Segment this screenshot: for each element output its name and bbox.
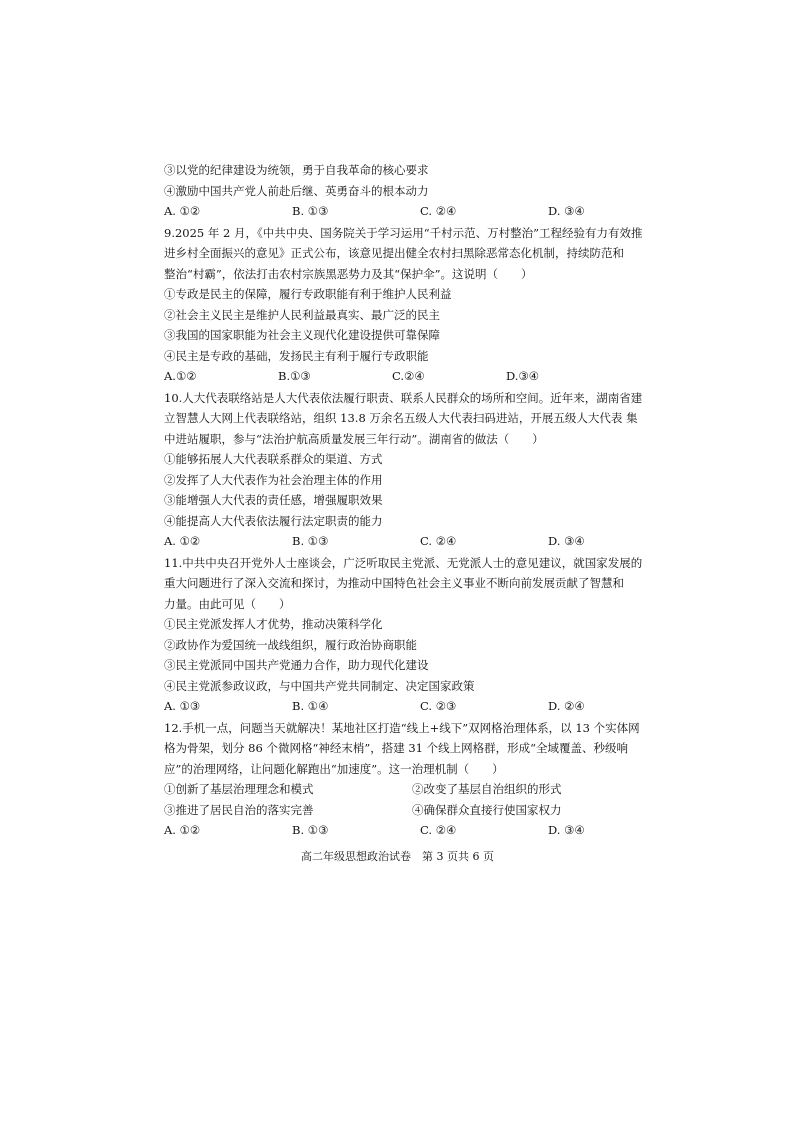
statement: ①创新了基层治理理念和模式 [164, 782, 314, 796]
statement: ③推进了居民自治的落实完善 [164, 802, 314, 817]
answer-options [164, 201, 676, 222]
answer-options [164, 366, 676, 387]
answer-options [164, 696, 676, 717]
option-b: B. ①③ [292, 204, 329, 218]
statement: ①专政是民主的保障，履行专政职能有利于维护人民利益 [164, 287, 452, 301]
option-b: B. ①③ [292, 534, 329, 548]
question-stem: 格为骨架，划分 86 个微网格“神经末梢”，搭建 31 个线上网格群，形成“全域覆盖、秒级响 [164, 741, 629, 755]
question-8-tail [164, 160, 676, 222]
option-c: C. ②③ [420, 699, 457, 713]
question-9 [164, 223, 676, 387]
question-stem: 重大问题进行了深入交流和探讨，为推动中国特色社会主义事业不断向前发展贡献了智慧和 [164, 576, 624, 590]
statement: ①民主党派发挥人才优势，推动决策科学化 [164, 617, 383, 631]
option-a: A. ①② [164, 823, 201, 837]
answer-options [164, 820, 676, 841]
option-d: D.③④ [506, 369, 540, 383]
question-stem: 10.人大代表联络站是人大代表依法履行职责、联系人民群众的场所和空间。近年来，湖南省建 [164, 390, 643, 405]
statement: ①能够拓展人大代表联系群众的渠道、方式 [164, 452, 383, 466]
statement: ②社会主义民主是维护人民利益最真实、最广泛的民主 [164, 307, 440, 322]
option-c: C. ②④ [420, 823, 457, 837]
statement: ④确保群众直接行使国家权力 [412, 802, 562, 817]
option-a: A. ①② [164, 204, 201, 218]
statement: ③民主党派同中国共产党通力合作，助力现代化建设 [164, 658, 429, 672]
question-stem: 12.手机一点，问题当天就解决！某地社区打造“线上+线下”双网格治理体系，以 13 个实体网 [164, 720, 640, 735]
question-stem: 整治“村霸”，依法打击农村宗族黑恶势力及其“保护伞”。这说明（ ） [164, 266, 533, 281]
statement: ④激励中国共产党人前赴后继、英勇奋斗的根本动力 [164, 183, 429, 198]
question-stem: 立智慧人大网上代表联络站，组织 13.8 万余名五级人大代表扫码进站，开展五级人大代表 集 [164, 411, 638, 425]
question-stem: 力量。由此可见（ ） [164, 596, 291, 611]
option-a: A. ①③ [164, 699, 201, 713]
option-c: C. ②④ [420, 204, 457, 218]
statement: ②发挥了人大代表作为社会治理主体的作用 [164, 472, 383, 487]
option-d: D. ③④ [548, 204, 585, 218]
question-12 [164, 718, 676, 841]
question-10 [164, 388, 676, 552]
question-stem: 11.中共中央召开党外人士座谈会，广泛听取民主党派、无党派人士的意见建议，就国家发展的 [164, 555, 643, 570]
statement: ②政协作为爱国统一战线组织，履行政治协商职能 [164, 637, 417, 652]
question-stem: 9.2025 年 2 月，《中共中央、国务院关于学习运用“千村示范、万村整治”工程经验有力有效推 [164, 225, 643, 240]
option-a: A. ①② [164, 534, 201, 548]
option-b: B. ①④ [292, 699, 329, 713]
question-stem: 进乡村全面振兴的意见》正式公布，该意见提出健全农村扫黑除恶常态化机制，持续防范和 [164, 246, 624, 260]
option-a: A.①② [164, 369, 197, 383]
answer-options [164, 531, 676, 552]
page-footer: 高二年级思想政治试卷 第 3 页共 6 页 [301, 850, 494, 863]
question-stem: 中进站履职，参与“法治护航高质量发展三年行动”。湖南省的做法（ ） [164, 431, 544, 446]
statement: ③以党的纪律建设为统领，勇于自我革命的核心要求 [164, 163, 429, 177]
option-c: C.②④ [392, 369, 425, 383]
statement: ②改变了基层自治组织的形式 [412, 782, 562, 796]
statement: ③我国的国家职能为社会主义现代化建设提供可靠保障 [164, 328, 440, 342]
option-d: D. ③④ [548, 534, 585, 548]
option-d: D. ②④ [548, 699, 585, 713]
option-b: B.①③ [278, 369, 311, 383]
option-c: C. ②④ [420, 534, 457, 548]
statement: ④民主党派参政议政，与中国共产党共同制定、决定国家政策 [164, 678, 475, 693]
option-d: D. ③④ [548, 823, 585, 837]
option-b: B. ①③ [292, 823, 329, 837]
statement-row [164, 779, 676, 800]
statement: ④民主是专政的基础，发扬民主有利于履行专政职能 [164, 348, 429, 363]
statement: ③能增强人大代表的责任感，增强履职效果 [164, 493, 383, 507]
statement: ④能提高人大代表依法履行法定职责的能力 [164, 513, 383, 528]
statement-row [164, 800, 676, 821]
questions-area [164, 160, 676, 842]
question-11 [164, 553, 676, 717]
question-stem: 应”的治理网络，让问题化解跑出“加速度”。这一治理机制（ ） [164, 761, 504, 776]
